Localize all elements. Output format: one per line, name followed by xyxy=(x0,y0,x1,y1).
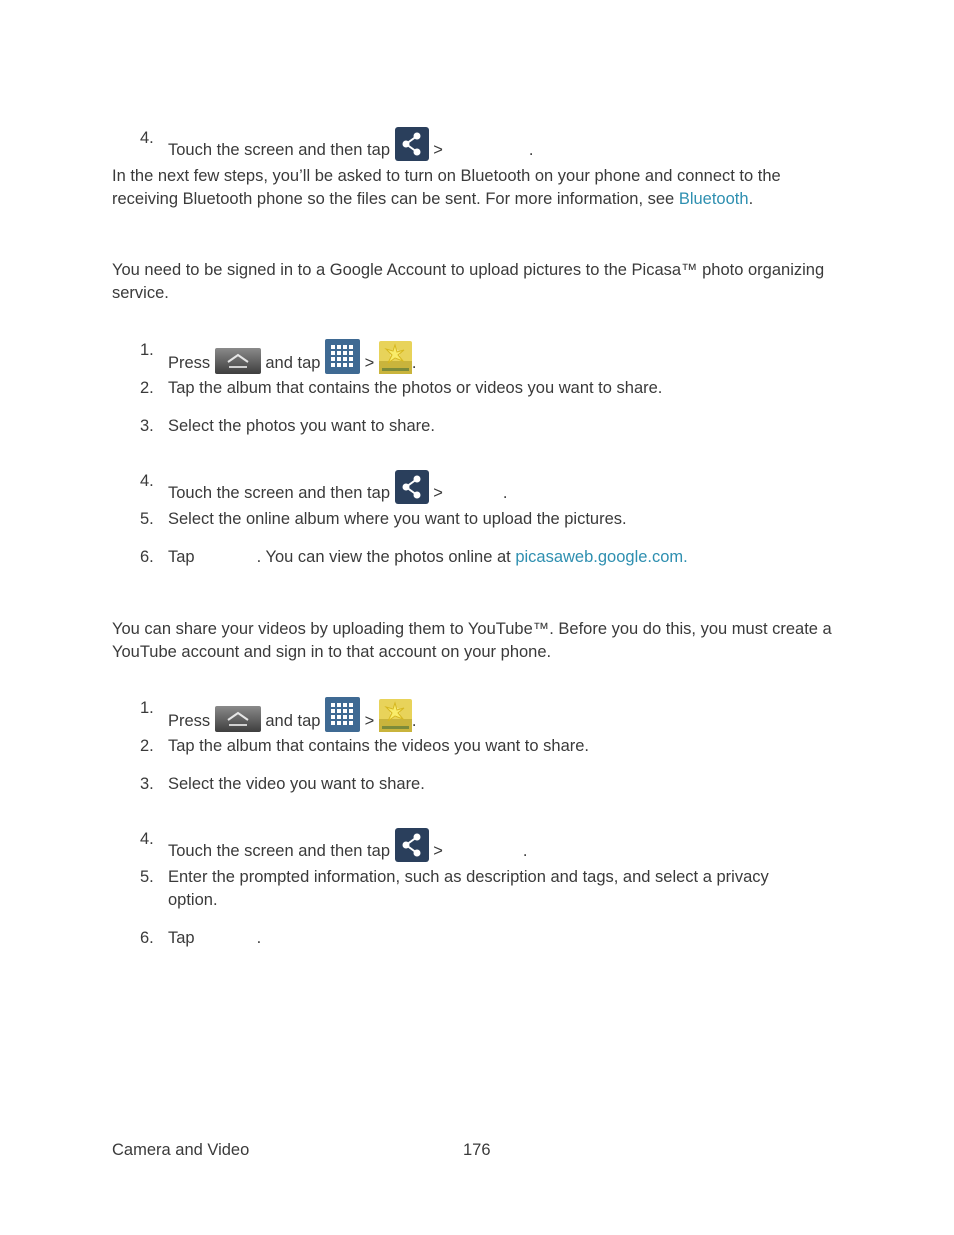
share-icon xyxy=(395,470,429,504)
gallery-icon xyxy=(379,341,412,374)
bluetooth-intro: In the next few steps, you’ll be asked to turn on Bluetooth on your phone and connect to the receiving Bluetooth phone so the files can be sent. For more information, see Bluetooth. xyxy=(112,167,781,208)
footer-section-title: Camera and Video xyxy=(112,1141,250,1159)
picasaweb-link[interactable]: picasaweb.google.com xyxy=(515,548,684,566)
youtube-intro: You can share your videos by uploading them to YouTube™. Before you do this, you must create a YouTube account and sign in to that account on your phone. xyxy=(112,620,832,661)
apps-grid-icon xyxy=(325,339,360,374)
gallery-icon xyxy=(379,699,412,732)
share-icon xyxy=(395,828,429,862)
home-key-icon xyxy=(215,706,261,732)
picasa-intro: You need to be signed in to a Google Account to upload pictures to the Picasa™ photo organizing service. xyxy=(112,261,825,302)
bluetooth-link[interactable]: Bluetooth xyxy=(678,190,749,208)
home-key-icon xyxy=(215,348,261,374)
page-number: 176 xyxy=(463,1141,491,1159)
share-icon xyxy=(395,127,429,161)
apps-grid-icon xyxy=(325,697,360,732)
